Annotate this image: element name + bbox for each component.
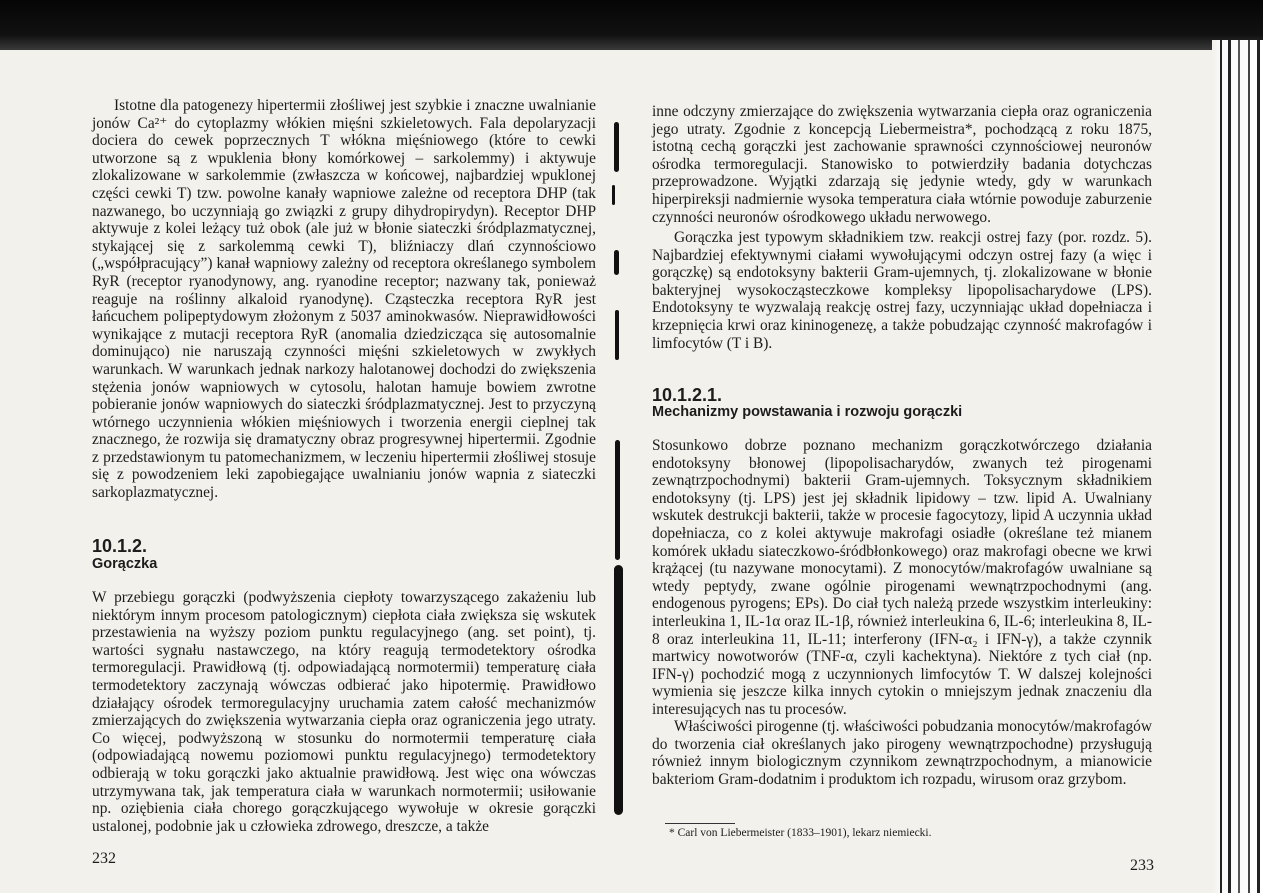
subsection-title: Mechanizmy powstawania i rozwoju gorączki xyxy=(652,404,963,420)
page-number-right: 233 xyxy=(1130,857,1154,874)
left-page xyxy=(0,0,625,893)
right-paragraph-1: inne odczyny zmierzające do zwiększenia wytwarzania ciepła oraz ograniczenia jego utraty. Zgodnie z koncepcją Liebermeistra*, pochodzącą z roku 1875, istotną cechą gorączki jest zachowanie sprawności czynnościowej neuronów ośrodka termoregulacji. Stanowisko to potwierdziły badania dotychczas przeprowadzone. Wyjątki zdarzają się jedynie wtedy, gdy w warunkach hiperpireksji nadmiernie wysoka temperatura ciała wtórnie powoduje zaburzenie czynności neuronów ośrodkowego układu nerwowego. xyxy=(652,103,1152,226)
book-edge xyxy=(1212,40,1263,893)
subsection-number: 10.1.2.1. xyxy=(652,385,723,405)
section-number: 10.1.2. xyxy=(92,536,148,556)
page-number-left: 232 xyxy=(92,850,116,867)
binding-gutter xyxy=(610,110,624,830)
footnote: * Carl von Liebermeister (1833–1901), lekarz niemiecki. xyxy=(669,827,932,839)
footnote-rule xyxy=(665,823,735,824)
right-page xyxy=(625,0,1263,893)
right-paragraph-4: Właściwości pirogenne (tj. właściwości pobudzania monocytów/makrofagów do tworzenia ciał określanych jako pirogeny wewnątrzpochodne) przysługują również innym biologicznym czynnikom zewnątrzpochodnym, a mianowicie bakteriom Gram-dodatnim i produktom ich rozpadu, wirusom oraz grzybom. xyxy=(652,718,1152,788)
right-paragraph-3: Stosunkowo dobrze poznano mechanizm gorączkotwórczego działania endotoksyny błonowej (lipopolisacharydów, zwanych też pirogenami zewnątrzpochodnymi) bakterii Gram-ujemnych. Toksycznym składnikiem endotoksyny (tj. LPS) jest jej składnik lipidowy – tzw. lipid A. Uwalniany wskutek destrukcji bakterii, także w procesie fagocytozy, lipid A uczynnia układ dopełniacza, co z kolei aktywuje makrofagi osiadłe (określane też mianem komórek układu siateczkowo-śródbłonkowego) oraz makrofagi obecne we krwi krążącej (tu nazywane monocytami). Z monocytów/makrofagów uwalniane są wtedy peptydy, zwane ogólnie pirogenami wewnątrzpochodnymi (ang. endogenous pyrogens; EPs). Do ciał tych należą przede wszystkim interleukiny: interleukina 1, IL-1α oraz IL-1β, również interleukina 6, IL-6; interleukina 8, IL-8 oraz interleukina 11, IL-11; interferony (IFN-α₂ i IFN-γ), a także czynnik martwicy nowotworów (TNF-α, czyli kachektyna). Niektóre z tych ciał (np. IFN-γ) pochodzić mogą z uczynnionych limfocytów T. W dalszej kolejności wymienia się jeszcze kilka innych cytokin o mniejszym jednak znaczeniu dla interesujących nas tu procesów. xyxy=(652,437,1152,718)
right-paragraph-2: Gorączka jest typowym składnikiem tzw. reakcji ostrej fazy (por. rozdz. 5). Najbardziej efektywnymi ciałami wywołującymi odczyn ostrej fazy (a więc i gorączkę) są endotoksyny bakterii Gram-ujemnych, tj. zlokalizowane w błonie bakteryjnej wysokocząsteczkowe kompleksy lipopolisacharydowe (LPS). Endotoksyny te wyzwalają reakcję ostrej fazy, uczynniając układ dopełniacza i krzepnięcia krwi oraz kininogenezę, a także pobudzając czynność makrofagów i limfocytów (T i B). xyxy=(652,229,1152,352)
left-paragraph-2: W przebiegu gorączki (podwyższenia ciepłoty towarzyszącego zakażeniu lub niektórym innym procesom patologicznym) ciepłota ciała zwiększa się wskutek przestawienia na wyższy poziom punktu regulacyjnego (ang. set point), tj. wartości sygnału nastawczego, na który reagują termodetektory ośrodka termoregulacji. Prawidłową (tj. odpowiadającą normotermii) temperaturę ciała termodetektory zaczynają wówczas odbierać jako hipotermię. Prawidłowo działający ośrodek termoregulacyjny uruchamia zatem całość mechanizmów zmierzających do zwiększenia wytwarzania ciepła oraz ograniczenia jego utraty. Co więcej, podwyższoną w stosunku do normotermii temperaturę ciała (odpowiadającą nowemu poziomowi punktu regulacyjnego) termodetektory odbierają w toku gorączki jako aktualnie prawidłową. Jest więc ona wówczas utrzymywana tak, jak temperatura ciała w warunkach normotermii; usiłowanie np. oziębienia ciała chorego gorączkującego wywołuje w okresie gorączki ustalonej, podobnie jak u człowieka zdrowego, dreszcze, a także xyxy=(92,589,596,835)
section-title: Gorączka xyxy=(92,556,158,572)
left-paragraph-1: Istotne dla patogenezy hipertermii złośliwej jest szybkie i znaczne uwalnianie jonów Ca²⁺ do cytoplazmy włókien mięśni szkieletowych. Fala depolaryzacji dociera do cewek poprzecznych T włókna mięśniowego (które to cewki utworzone są z wpuklenia błony komórkowej – sarkolemmy) i aktywuje zlokalizowane w sarkolemmie (zwłaszcza w końcowej, najbardziej wpuklonej części cewki T) tzw. powolne kanały wapniowe zależne od receptora DHP (tak nazwanego, bo uczynniają go związki z grupy dihydropirydyn). Receptor DHP aktywuje z kolei leżący tuż obok (ale już w błonie siateczki śródplazmatycznej, stykającej się z sarkolemmą cewki T), bliźniaczy dlań czynnościowo („współpracujący”) kanał wapniowy zależny od receptora określanego symbolem RyR (receptor ryanodynowy, ang. ryanodine receptor; nazwany tak, ponieważ reaguje na roślinny alkaloid ryanodynę). Cząsteczka receptora RyR jest łańcuchem polipeptydowym złożonym z 5037 aminokwasów. Nieprawidłowości wynikające z mutacji receptora RyR (anomalia dziedzicząca się autosomalnie dominująco) nie naruszają czynności mięśni szkieletowych w zwykłych warunkach. W warunkach jednak narkozy halotanowej dochodzi do zwiększenia stężenia jonów wapniowych w cytosolu, halotan hamuje bowiem zwrotne pobieranie jonów wapniowych do siateczki śródplazmatycznej. Jest to przyczyną wtórnego uczynnienia włókien mięśniowych i tworzenia energii cieplnej tak znacznego, że rozwija się dramatyczny obraz progresywnej hipertermii. Zgodnie z przedstawionym tu patomechanizmem, w leczeniu hipertermii złośliwej stosuje się z powodzeniem leki zapobiegające uwalnianiu jonów wapnia z siateczki sarkoplazmatycznej. xyxy=(92,97,596,502)
